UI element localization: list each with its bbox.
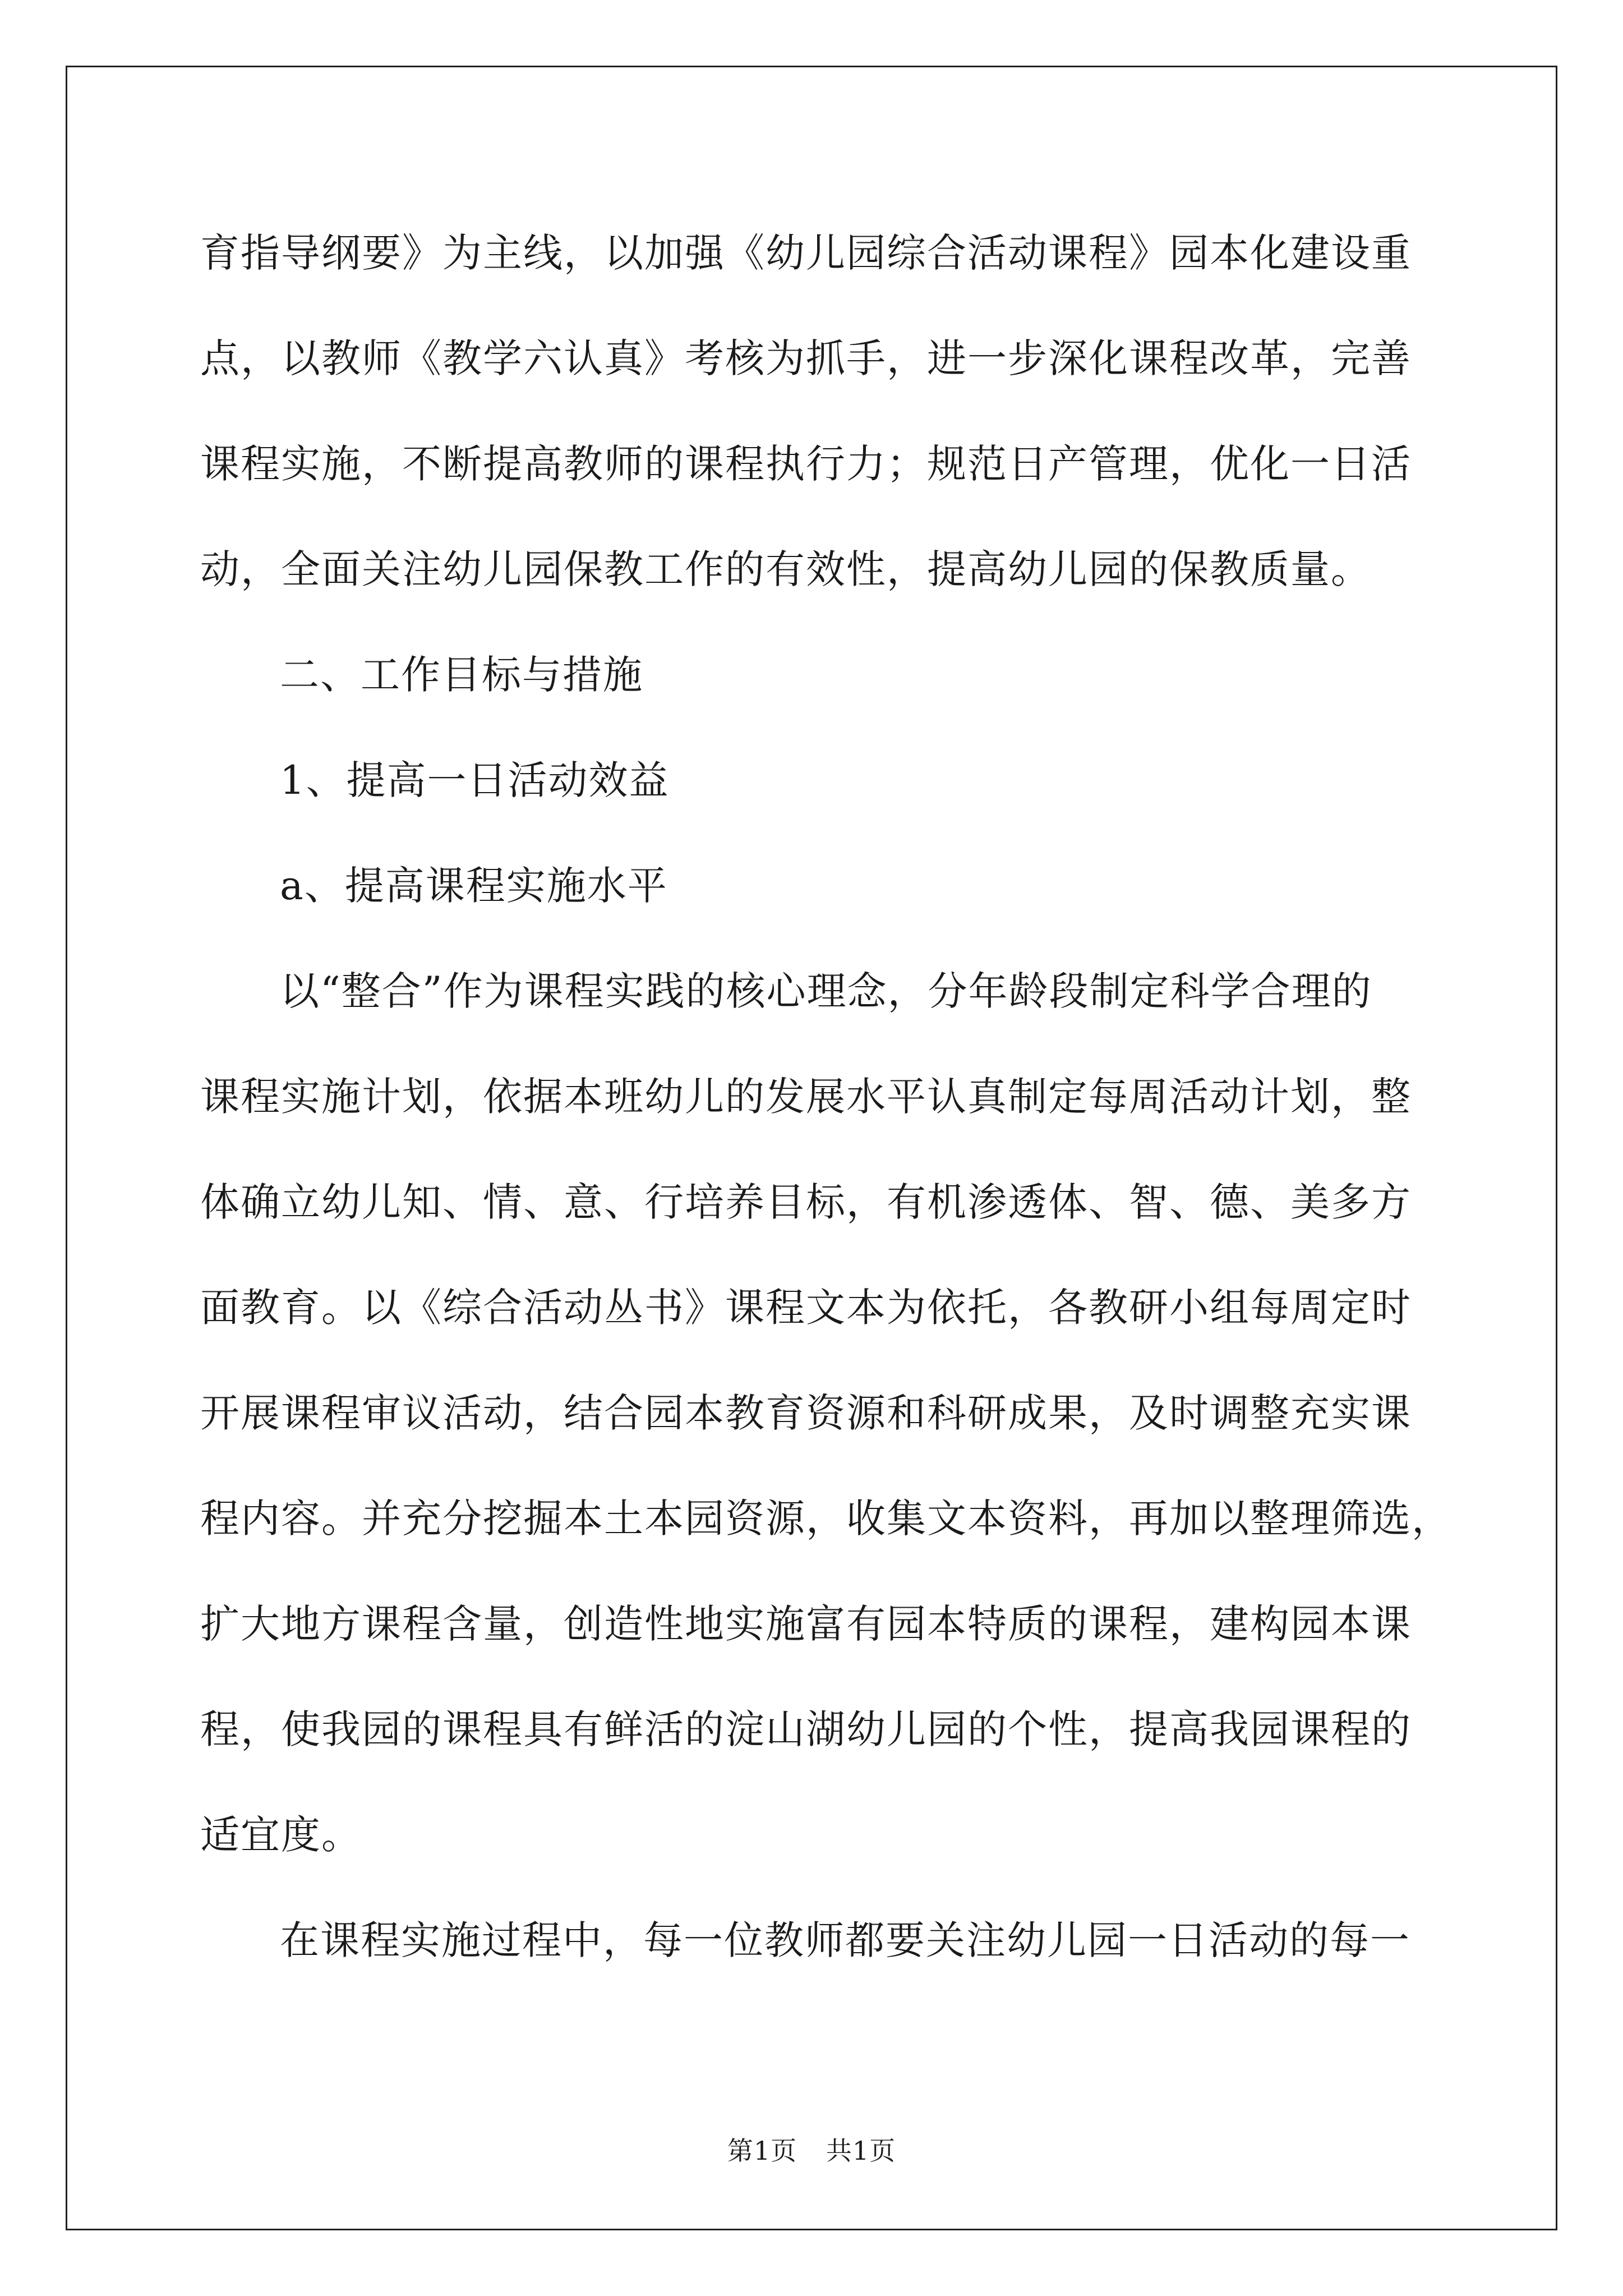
text-line: 课程实施，不断提高教师的课程执行力；规范日产管理，优化一日活 xyxy=(200,441,1412,487)
text-line: 以“整合”作为课程实践的核心理念，分年龄段制定科学合理的 xyxy=(280,968,1372,1014)
text-line: 二、工作目标与措施 xyxy=(280,652,643,698)
text-line: 面教育。以《综合活动丛书》课程文本为依托，各教研小组每周定时 xyxy=(200,1285,1412,1331)
page-number: 第1页 xyxy=(727,2136,797,2166)
text-line: 程，使我园的课程具有鲜活的淀山湖幼儿园的个性，提高我园课程的 xyxy=(200,1706,1412,1752)
page-total: 共1页 xyxy=(826,2136,896,2166)
document-body xyxy=(200,200,1452,1993)
text-line: 程内容。并充分挖掘本土本园资源，收集文本资料，再加以整理筛选， xyxy=(200,1496,1452,1542)
page-footer xyxy=(0,2131,1623,2168)
text-line: 开展课程审议活动，结合园本教育资源和科研成果，及时调整充实课 xyxy=(200,1390,1412,1436)
text-line: 育指导纲要》为主线，以加强《幼儿园综合活动课程》园本化建设重 xyxy=(200,230,1412,276)
text-line: a、提高课程实施水平 xyxy=(280,863,668,909)
text-line: 适宜度。 xyxy=(200,1812,362,1858)
text-line: 动，全面关注幼儿园保教工作的有效性，提高幼儿园的保教质量。 xyxy=(200,546,1371,592)
text-line: 点，以教师《教学六认真》考核为抓手，进一步深化课程改革，完善 xyxy=(200,335,1412,381)
text-line: 1、提高一日活动效益 xyxy=(280,757,670,803)
text-line: 课程实施计划，依据本班幼儿的发展水平认真制定每周活动计划，整 xyxy=(200,1074,1412,1120)
text-line: 体确立幼儿知、情、意、行培养目标，有机渗透体、智、德、美多方 xyxy=(200,1179,1412,1225)
text-line: 扩大地方课程含量，创造性地实施富有园本特质的课程，建构园本课 xyxy=(200,1601,1412,1647)
text-line: 在课程实施过程中，每一位教师都要关注幼儿园一日活动的每一 xyxy=(280,1917,1410,1963)
